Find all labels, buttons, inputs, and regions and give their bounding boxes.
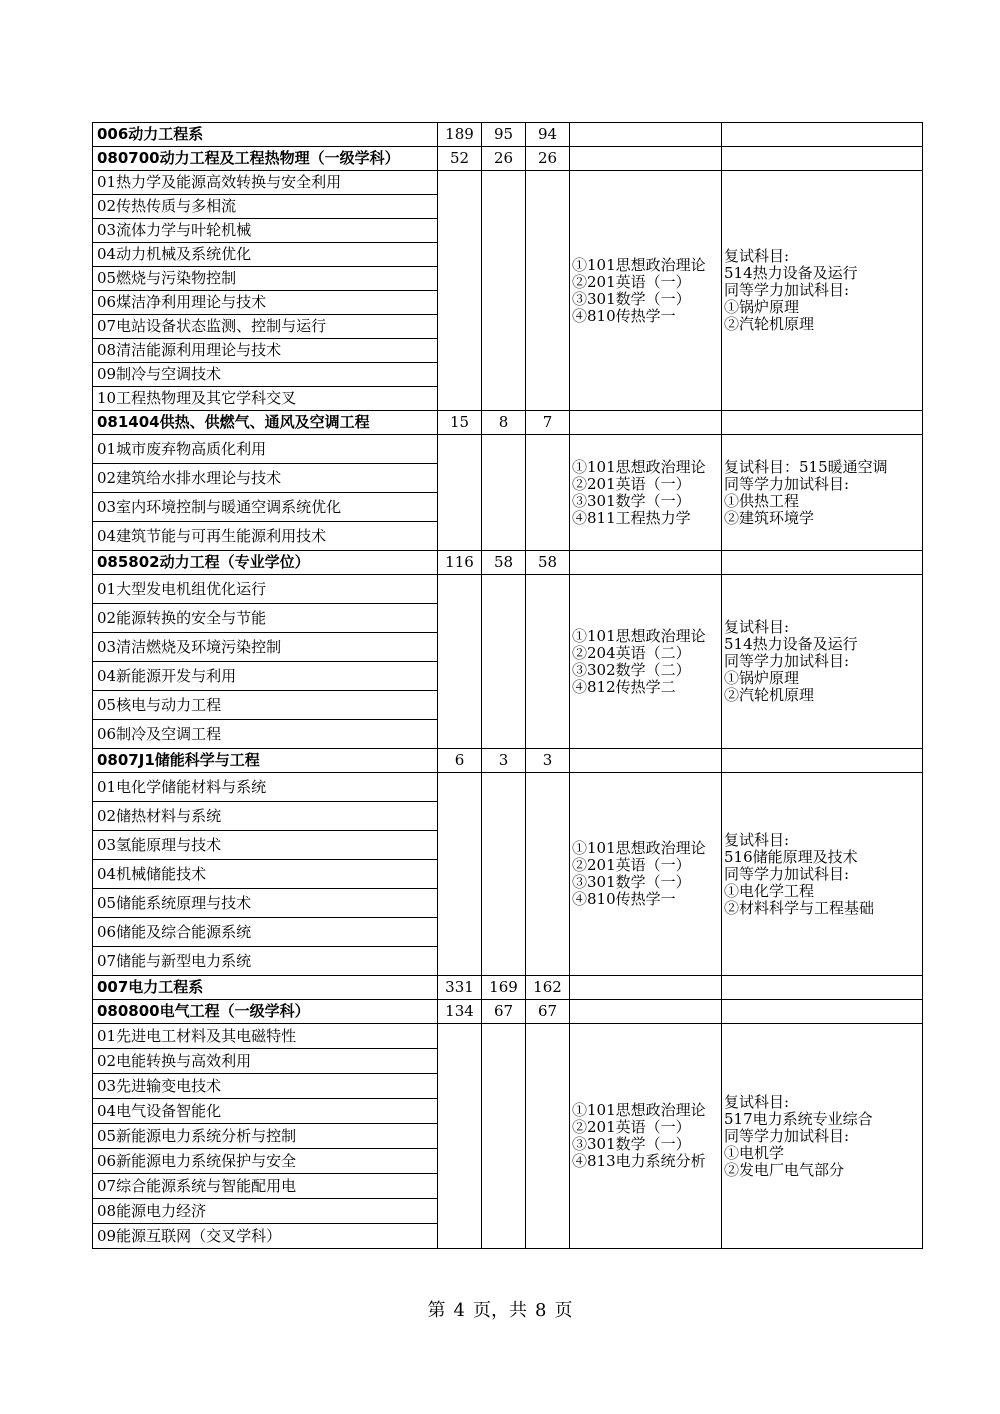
- major-quota-a: 58: [482, 551, 526, 575]
- major-quota-b: 58: [526, 551, 570, 575]
- empty-cell: [526, 1024, 570, 1249]
- direction-row: [93, 575, 923, 604]
- retest-subject: 514热力设备及运行: [724, 635, 858, 653]
- exam-subjects: [570, 435, 722, 551]
- empty-cell: [526, 773, 570, 976]
- major-name: 085802动力工程（专业学位）: [93, 551, 438, 575]
- department-quota-a: 95: [482, 123, 526, 147]
- empty-cell: [438, 773, 482, 976]
- empty-cell: [722, 147, 923, 171]
- retest-subjects: [722, 171, 923, 411]
- empty-cell: [570, 411, 722, 435]
- exam-subject: ③302数学（二）: [572, 660, 691, 679]
- exam-subject: ④811工程热力学: [572, 508, 691, 527]
- exam-subject: ②201英语（一）: [572, 474, 691, 493]
- exam-subjects: [570, 171, 722, 411]
- retest-subjects: [722, 435, 923, 551]
- exam-subject: ③301数学（一）: [572, 873, 691, 891]
- direction-row: [93, 773, 923, 802]
- retest-subject: ②材料科学与工程基础: [724, 898, 875, 917]
- research-direction: 07电站设备状态监测、控制与运行: [93, 315, 438, 339]
- exam-subject: ③301数学（一）: [572, 1135, 691, 1153]
- empty-cell: [722, 749, 923, 773]
- research-direction: 07储能与新型电力系统: [93, 947, 438, 976]
- major-name: 080700动力工程及工程热物理（一级学科）: [93, 147, 438, 171]
- empty-cell: [722, 411, 923, 435]
- exam-subject: ②201英语（一）: [572, 272, 691, 291]
- research-direction: 06储能及综合能源系统: [93, 918, 438, 947]
- research-direction: 02传热传质与多相流: [93, 195, 438, 219]
- research-direction: 03氢能原理与技术: [93, 831, 438, 860]
- empty-cell: [722, 551, 923, 575]
- department-name: 006动力工程系: [93, 123, 438, 147]
- exam-subject: ③301数学（一）: [572, 289, 691, 308]
- empty-cell: [526, 435, 570, 551]
- research-direction: 07综合能源系统与智能配用电: [93, 1174, 438, 1199]
- major-quota-b: 67: [526, 1000, 570, 1024]
- admissions-table: [92, 122, 923, 1249]
- research-direction: 08能源电力经济: [93, 1199, 438, 1224]
- retest-subjects: [722, 1024, 923, 1249]
- footer-suffix: 页: [554, 1300, 573, 1321]
- research-direction: 05新能源电力系统分析与控制: [93, 1124, 438, 1149]
- department-quota-b: 162: [526, 976, 570, 1000]
- research-direction: 01热力学及能源高效转换与安全利用: [93, 171, 438, 195]
- retest-subject: 复试科目:: [724, 830, 790, 849]
- exam-subjects: [570, 773, 722, 976]
- major-quota-a: 67: [482, 1000, 526, 1024]
- research-direction: 06煤洁净利用理论与技术: [93, 291, 438, 315]
- research-direction: 03清洁燃烧及环境污染控制: [93, 633, 438, 662]
- retest-subjects: [722, 773, 923, 976]
- footer-middle: 页，共: [473, 1300, 527, 1321]
- major-row: [93, 551, 923, 575]
- exam-subject: ②201英语（一）: [572, 856, 691, 874]
- exam-subject: ④810传热学一: [572, 306, 676, 325]
- retest-subject: 同等学力加试科目:: [724, 281, 850, 299]
- research-direction: 05核电与动力工程: [93, 691, 438, 720]
- retest-subject: ②建筑环境学: [724, 508, 815, 527]
- empty-cell: [570, 749, 722, 773]
- exam-subject: ④813电力系统分析: [572, 1152, 706, 1170]
- major-name: 080800电气工程（一级学科）: [93, 1000, 438, 1024]
- major-quota-a: 26: [482, 147, 526, 171]
- research-direction: 02能源转换的安全与节能: [93, 604, 438, 633]
- research-direction: 06新能源电力系统保护与安全: [93, 1149, 438, 1174]
- research-direction: 01先进电工材料及其电磁特性: [93, 1024, 438, 1049]
- retest-subject: 同等学力加试科目:: [724, 652, 850, 670]
- department-quota-b: 94: [526, 123, 570, 147]
- retest-subject: 复试科目:: [724, 618, 790, 636]
- major-row: [93, 411, 923, 435]
- empty-cell: [570, 551, 722, 575]
- research-direction: 04新能源开发与利用: [93, 662, 438, 691]
- research-direction: 09能源互联网（交叉学科）: [93, 1224, 438, 1249]
- research-direction: 03先进输变电技术: [93, 1074, 438, 1099]
- retest-subject: 复试科目：515暖通空调: [724, 457, 888, 476]
- major-total: 52: [438, 147, 482, 171]
- retest-subject: ①锅炉原理: [724, 298, 800, 316]
- major-quota-a: 8: [482, 411, 526, 435]
- exam-subjects: [570, 575, 722, 749]
- empty-cell: [438, 1024, 482, 1249]
- major-total: 6: [438, 749, 482, 773]
- major-quota-a: 3: [482, 749, 526, 773]
- research-direction: 04电气设备智能化: [93, 1099, 438, 1124]
- empty-cell: [570, 147, 722, 171]
- major-total: 15: [438, 411, 482, 435]
- research-direction: 02电能转换与高效利用: [93, 1049, 438, 1074]
- retest-subject: ②汽轮机原理: [724, 315, 815, 333]
- retest-subject: ①电机学: [724, 1143, 785, 1162]
- direction-row: [93, 171, 923, 195]
- retest-subjects: [722, 575, 923, 749]
- retest-subject: 514热力设备及运行: [724, 264, 858, 282]
- footer-prefix: 第: [427, 1300, 446, 1321]
- department-row: [93, 976, 923, 1000]
- major-quota-b: 26: [526, 147, 570, 171]
- research-direction: 06制冷及空调工程: [93, 720, 438, 749]
- department-total: 189: [438, 123, 482, 147]
- research-direction: 04机械储能技术: [93, 860, 438, 889]
- major-row: [93, 147, 923, 171]
- exam-subject: ③301数学（一）: [572, 491, 691, 510]
- footer-page-number: 4: [453, 1300, 465, 1321]
- retest-subject: 复试科目:: [724, 1092, 790, 1111]
- empty-cell: [526, 171, 570, 411]
- page-footer: [0, 1296, 1000, 1322]
- retest-subject: ②发电厂电气部分: [724, 1160, 845, 1179]
- direction-row: [93, 435, 923, 464]
- major-name: 0807J1储能科学与工程: [93, 749, 438, 773]
- empty-cell: [438, 575, 482, 749]
- major-total: 134: [438, 1000, 482, 1024]
- research-direction: 02储热材料与系统: [93, 802, 438, 831]
- research-direction: 05储能系统原理与技术: [93, 889, 438, 918]
- empty-cell: [570, 123, 722, 147]
- retest-subject: 同等学力加试科目:: [724, 864, 850, 883]
- empty-cell: [722, 976, 923, 1000]
- retest-subject: 517电力系统专业综合: [724, 1109, 873, 1128]
- retest-subject: 516储能原理及技术: [724, 847, 858, 866]
- major-quota-b: 3: [526, 749, 570, 773]
- exam-subject: ①101思想政治理论: [572, 839, 706, 857]
- empty-cell: [570, 976, 722, 1000]
- research-direction: 04动力机械及系统优化: [93, 243, 438, 267]
- research-direction: 04建筑节能与可再生能源利用技术: [93, 522, 438, 551]
- research-direction: 01城市废弃物高质化利用: [93, 435, 438, 464]
- direction-row: [93, 1024, 923, 1049]
- major-row: [93, 749, 923, 773]
- research-direction: 03室内环境控制与暖通空调系统优化: [93, 493, 438, 522]
- empty-cell: [482, 1024, 526, 1249]
- research-direction: 01大型发电机组优化运行: [93, 575, 438, 604]
- department-name: 007电力工程系: [93, 976, 438, 1000]
- major-total: 116: [438, 551, 482, 575]
- exam-subject: ①101思想政治理论: [572, 457, 706, 476]
- retest-subject: ①供热工程: [724, 491, 800, 510]
- department-total: 331: [438, 976, 482, 1000]
- research-direction: 02建筑给水排水理论与技术: [93, 464, 438, 493]
- empty-cell: [482, 575, 526, 749]
- retest-subject: 同等学力加试科目:: [724, 474, 850, 493]
- research-direction: 08清洁能源利用理论与技术: [93, 339, 438, 363]
- major-quota-b: 7: [526, 411, 570, 435]
- empty-cell: [438, 171, 482, 411]
- exam-subject: ④810传热学一: [572, 890, 676, 908]
- empty-cell: [438, 435, 482, 551]
- exam-subject: ①101思想政治理论: [572, 1101, 706, 1119]
- department-row: [93, 123, 923, 147]
- exam-subject: ①101思想政治理论: [572, 255, 706, 274]
- empty-cell: [482, 435, 526, 551]
- empty-cell: [526, 575, 570, 749]
- retest-subject: 同等学力加试科目:: [724, 1126, 850, 1145]
- research-direction: 05燃烧与污染物控制: [93, 267, 438, 291]
- exam-subject: ②204英语（二）: [572, 643, 691, 662]
- empty-cell: [722, 1000, 923, 1024]
- research-direction: 10工程热物理及其它学科交叉: [93, 387, 438, 411]
- major-row: [93, 1000, 923, 1024]
- department-quota-a: 169: [482, 976, 526, 1000]
- empty-cell: [482, 773, 526, 976]
- research-direction: 01电化学储能材料与系统: [93, 773, 438, 802]
- exam-subject: ①101思想政治理论: [572, 626, 706, 645]
- exam-subject: ②201英语（一）: [572, 1118, 691, 1136]
- exam-subject: ④812传热学二: [572, 677, 676, 696]
- retest-subject: ①电化学工程: [724, 881, 815, 900]
- empty-cell: [722, 123, 923, 147]
- table-body: [93, 123, 923, 1249]
- empty-cell: [482, 171, 526, 411]
- exam-subjects: [570, 1024, 722, 1249]
- retest-subject: ①锅炉原理: [724, 669, 800, 687]
- footer-total-pages: 8: [535, 1300, 547, 1321]
- retest-subject: ②汽轮机原理: [724, 686, 815, 704]
- research-direction: 09制冷与空调技术: [93, 363, 438, 387]
- retest-subject: 复试科目:: [724, 247, 790, 265]
- empty-cell: [570, 1000, 722, 1024]
- major-name: 081404供热、供燃气、通风及空调工程: [93, 411, 438, 435]
- research-direction: 03流体力学与叶轮机械: [93, 219, 438, 243]
